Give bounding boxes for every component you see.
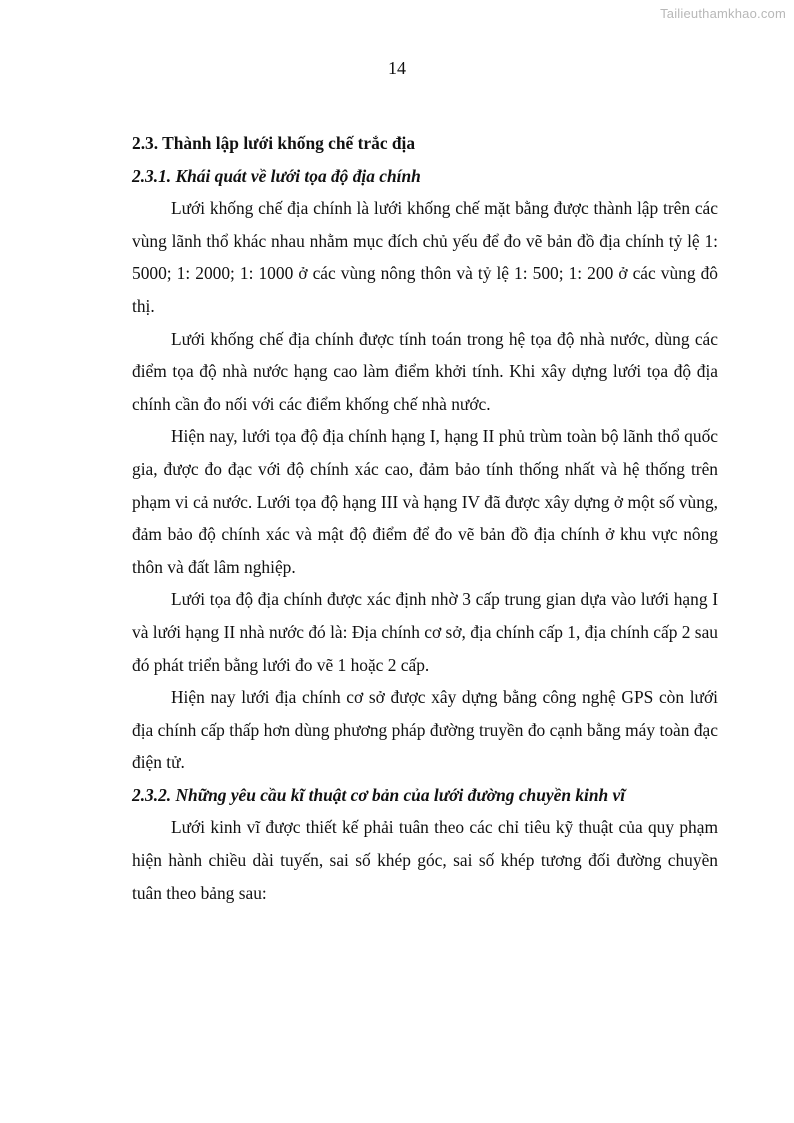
paragraph: Hiện nay, lưới tọa độ địa chính hạng I, hạng II phủ trùm toàn bộ lãnh thổ quốc gia, được đo đạc với độ chính xác cao, đảm bảo tính thống nhất và hệ thống trên phạm vi cả nước. Lưới tọa độ hạng III và hạng IV đã được xây dựng ở một số vùng, đảm bảo độ chính xác và mật độ điểm để đo vẽ bản đồ địa chính ở khu vực nông thôn và đất lâm nghiệp. — [132, 426, 718, 577]
paragraph: Lưới khống chế địa chính là lưới khống chế mặt bằng được thành lập trên các vùng lãnh thổ khác nhau nhằm mục đích chủ yếu để đo vẽ bản đồ địa chính tỷ lệ 1: 5000; 1: 2000; 1: 1000 ở các vùng nông thôn và tỷ lệ 1: 500; 1: 200 ở các vùng đô thị. — [132, 198, 718, 316]
paragraph: Lưới tọa độ địa chính được xác định nhờ 3 cấp trung gian dựa vào lưới hạng I và lưới hạng II nhà nước đó là: Địa chính cơ sở, địa chính cấp 1, địa chính cấp 2 sau đó phát triển bằng lưới đo vẽ 1 hoặc 2 cấp. — [132, 589, 718, 675]
paragraph: Hiện nay lưới địa chính cơ sở được xây dựng bằng công nghệ GPS còn lưới địa chính cấp thấp hơn dùng phương pháp đường truyền đo cạnh bằng máy toàn đạc điện tử. — [132, 687, 718, 773]
section-heading: 2.3. Thành lập lưới khống chế trắc địa — [132, 133, 416, 153]
subsection-heading-2: 2.3.2. Những yêu cầu kĩ thuật cơ bản của lưới đường chuyền kinh vĩ — [132, 784, 626, 805]
watermark-text: Tailieuthamkhao.com — [660, 6, 786, 21]
subsection-heading-1: 2.3.1. Khái quát về lưới tọa độ địa chính — [132, 165, 421, 186]
paragraph: Lưới khống chế địa chính được tính toán trong hệ tọa độ nhà nước, dùng các điểm tọa độ nhà nước hạng cao làm điểm khởi tính. Khi xây dựng lưới tọa độ địa chính cần đo nối với các điểm khống chế nhà nước. — [132, 328, 718, 414]
paragraph: Lưới kinh vĩ được thiết kế phải tuân theo các chỉ tiêu kỹ thuật của quy phạm hiện hành chiều dài tuyến, sai số khép góc, sai số khép tương đối đường chuyền tuân theo bảng sau: — [132, 817, 718, 903]
page-number: 14 — [388, 58, 406, 78]
document-body — [132, 127, 718, 909]
